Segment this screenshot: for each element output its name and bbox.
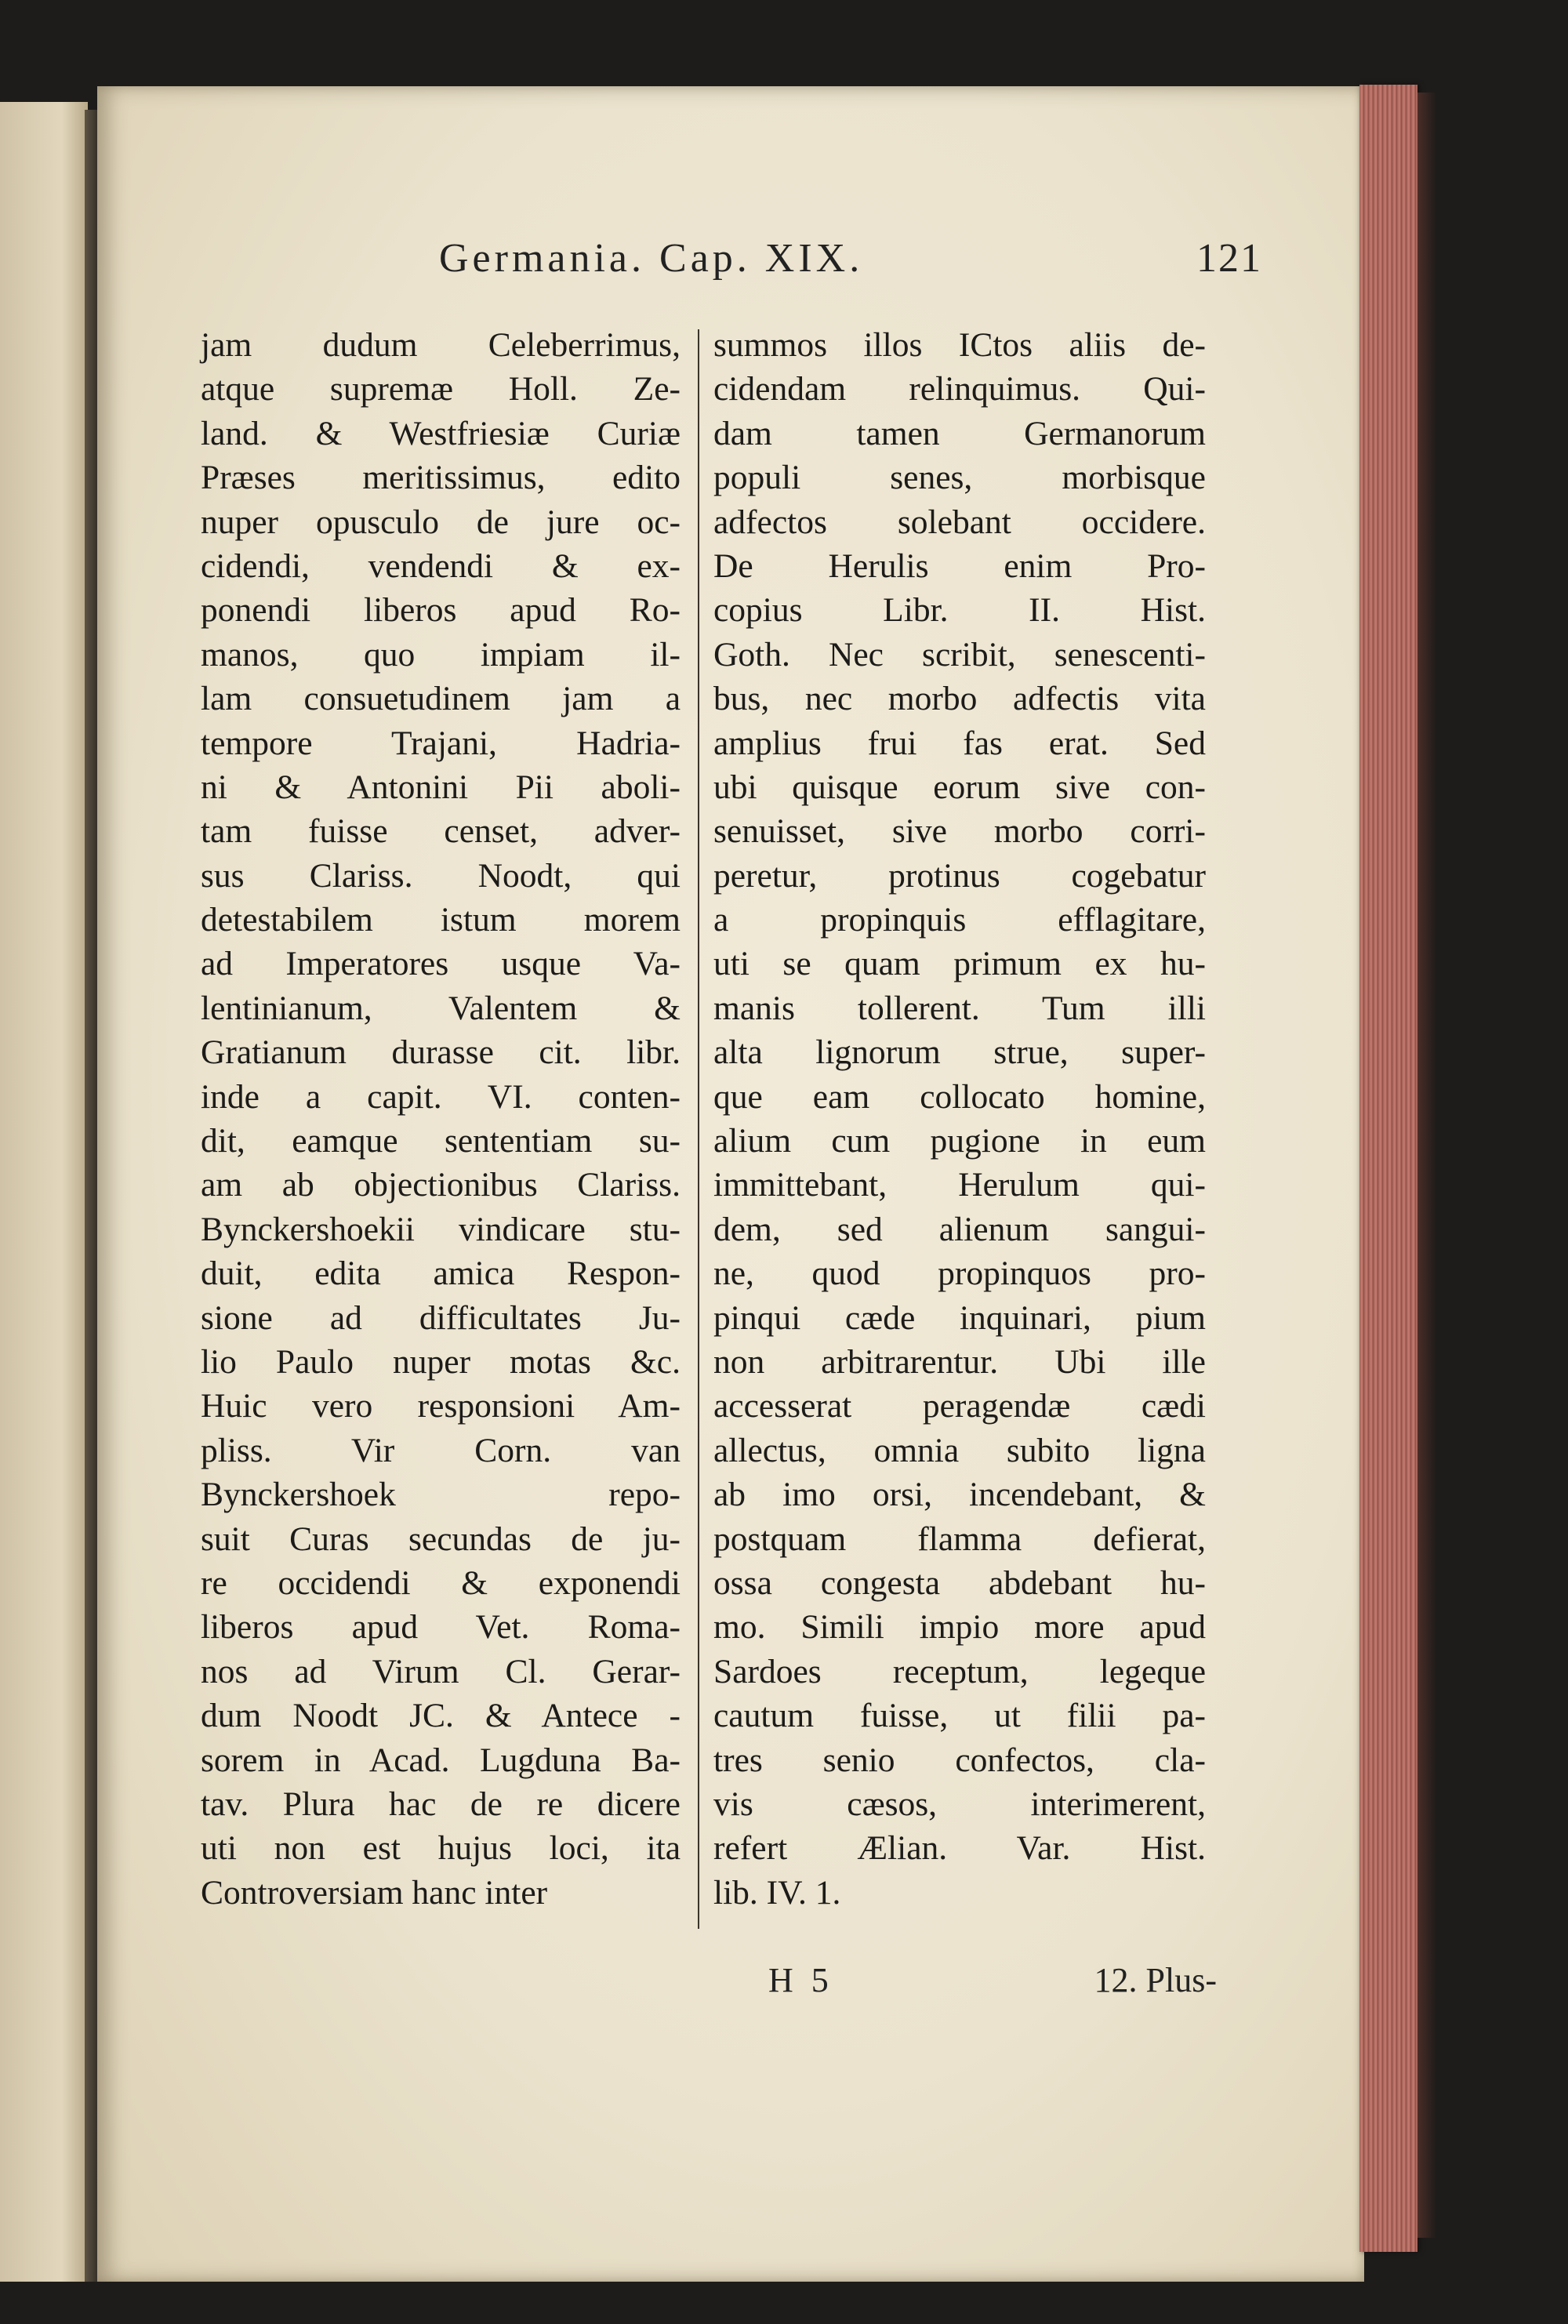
text-line: accesserat peragendæ cædi — [713, 1387, 1206, 1425]
text-line: pinqui cæde inquinari, pium — [713, 1298, 1206, 1337]
text-line: nos ad Virum Cl. Gerar- — [201, 1652, 681, 1690]
text-column-left — [201, 323, 681, 1915]
text-line: cautum fuisse, ut filii pa- — [713, 1697, 1206, 1735]
text-line: ubi quisque eorum sive con- — [713, 768, 1206, 806]
text-line: nuper opusculo de jure oc- — [201, 503, 681, 541]
text-line: duit, edita amica Respon- — [201, 1255, 681, 1293]
text-line: vis cæsos, interimerent, — [713, 1785, 1206, 1823]
text-line: adfectos solebant occidere. — [713, 503, 1206, 541]
text-line: atque supremæ Holl. Ze- — [201, 370, 681, 409]
text-line: copius Libr. II. Hist. — [713, 591, 1206, 630]
text-line: que eam collocato homine, — [713, 1077, 1206, 1116]
running-title: Germania. Cap. XIX. — [439, 236, 864, 281]
text-line: am ab objectionibus Clariss. — [201, 1166, 681, 1204]
text-line: Bynckershoekii vindicare stu- — [201, 1210, 681, 1248]
text-line: ab imo orsi, incendebant, & — [713, 1476, 1206, 1514]
text-line: populi senes, morbisque — [713, 459, 1206, 497]
text-line: ponendi liberos apud Ro- — [201, 591, 681, 630]
text-line: non arbitrarentur. Ubi ille — [713, 1342, 1206, 1381]
text-line: liberos apud Vet. Roma- — [201, 1608, 681, 1647]
text-line: ossa congesta abdebant hu- — [713, 1563, 1206, 1602]
text-line: postquam flamma defierat, — [713, 1520, 1206, 1558]
text-line: peretur, protinus cogebatur — [713, 856, 1206, 895]
text-line: allectus, omnia subito ligna — [713, 1431, 1206, 1469]
text-line: Præses meritissimus, edito — [201, 459, 681, 497]
text-line: ne, quod propinquos pro- — [713, 1255, 1206, 1293]
text-line: tam fuisse censet, adver- — [201, 812, 681, 851]
text-line: cidendi, vendendi & ex- — [201, 547, 681, 585]
text-line: ad Imperatores usque Va- — [201, 945, 681, 983]
text-line: De Herulis enim Pro- — [713, 547, 1206, 585]
column-divider — [698, 329, 699, 1929]
text-line: inde a capit. VI. conten- — [201, 1077, 681, 1116]
text-line: Sardoes receptum, legeque — [713, 1652, 1206, 1690]
text-line: Huic vero responsioni Am- — [201, 1387, 681, 1425]
running-header — [439, 235, 1262, 290]
page-edge-stack — [1359, 85, 1417, 2252]
page-footer — [768, 1960, 1217, 2015]
text-line: bus, nec morbo adfectis vita — [713, 680, 1206, 718]
text-line: amplius frui fas erat. Sed — [713, 724, 1206, 762]
text-line: Controversiam hanc inter — [201, 1873, 548, 1912]
text-line: sorem in Acad. Lugduna Ba- — [201, 1741, 681, 1779]
text-line: lentinianum, Valentem & — [201, 989, 681, 1027]
text-line: ni & Antonini Pii aboli- — [201, 768, 681, 806]
text-line: a propinquis efflagitare, — [713, 901, 1206, 939]
text-line: sione ad difficultates Ju- — [201, 1298, 681, 1337]
text-column-right — [713, 323, 1206, 1915]
text-line: summos illos ICtos aliis de- — [713, 326, 1206, 364]
page-edge-shadow — [1417, 93, 1436, 2238]
text-line: Bynckershoek repo- — [201, 1476, 681, 1514]
text-line: sus Clariss. Noodt, qui — [201, 856, 681, 895]
text-line: lio Paulo nuper motas &c. — [201, 1342, 681, 1381]
text-line: cidendam relinquimus. Qui- — [713, 370, 1206, 409]
text-line: mo. Simili impio more apud — [713, 1608, 1206, 1647]
text-line: re occidendi & exponendi — [201, 1563, 681, 1602]
text-line: lam consuetudinem jam a — [201, 680, 681, 718]
facing-page-edge — [0, 102, 88, 2282]
catchword: 12. Plus- — [1094, 1961, 1217, 1999]
text-line: lib. IV. 1. — [713, 1873, 841, 1912]
text-line: alta lignorum strue, super- — [713, 1033, 1206, 1072]
text-line: immittebant, Herulum qui- — [713, 1166, 1206, 1204]
text-line: manos, quo impiam il- — [201, 635, 681, 674]
text-line: suit Curas secundas de ju- — [201, 1520, 681, 1558]
text-line: dum Noodt JC. & Antece - — [201, 1697, 681, 1735]
text-line: alium cum pugione in eum — [713, 1122, 1206, 1160]
text-line: refert Ælian. Var. Hist. — [713, 1829, 1206, 1868]
text-line: Goth. Nec scribit, senescenti- — [713, 635, 1206, 674]
text-line: pliss. Vir Corn. van — [201, 1431, 681, 1469]
text-line: uti non est hujus loci, ita — [201, 1829, 681, 1868]
text-line: land. & Westfriesiæ Curiæ — [201, 414, 681, 452]
text-line: dem, sed alienum sangui- — [713, 1210, 1206, 1248]
text-line: jam dudum Celeberrimus, — [201, 326, 681, 364]
text-line: tres senio confectos, cla- — [713, 1741, 1206, 1779]
text-line: Gratianum durasse cit. libr. — [201, 1033, 681, 1072]
signature-mark: H 5 — [768, 1961, 833, 1999]
text-line: tav. Plura hac de re dicere — [201, 1785, 681, 1823]
page-number: 121 — [1196, 236, 1262, 281]
text-line: dam tamen Germanorum — [713, 414, 1206, 452]
text-line: dit, eamque sententiam su- — [201, 1122, 681, 1160]
text-line: manis tollerent. Tum illi — [713, 989, 1206, 1027]
text-line: detestabilem istum morem — [201, 901, 681, 939]
text-line: senuisset, sive morbo corri- — [713, 812, 1206, 851]
text-line: tempore Trajani, Hadria- — [201, 724, 681, 762]
text-line: uti se quam primum ex hu- — [713, 945, 1206, 983]
